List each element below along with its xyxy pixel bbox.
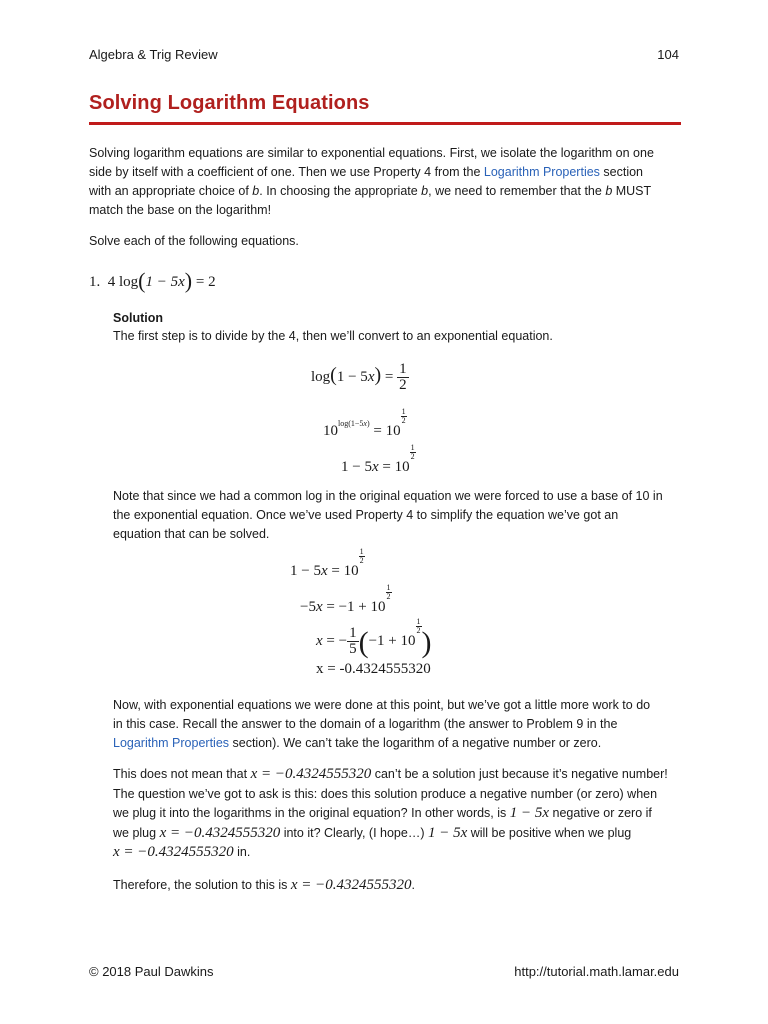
- intro-line-3: with an appropriate choice of b. In choosing the appropriate b, we need to remember that the b MUST: [89, 184, 652, 198]
- equation-result: x = -0.4324555320: [316, 661, 431, 677]
- book-title: Algebra & Trig Review: [89, 47, 218, 62]
- domain-paragraph: Now, with exponential equations we were done at this point, but we’ve got a little more work to do in this case. Recall the answer to the domain of a logarithm (the answer to Problem 9 in the Logarithm Properties section). We can’t take the logarithm of a negative number or zero.: [113, 698, 651, 750]
- problem-eq-left: 4 log: [107, 274, 139, 290]
- check-paragraph: This does not mean that x = −0.4324555320 can’t be a solution just because it’s negative number! The question we’ve got to ask is this: does this solution produce a negative number (or zero) when we plug it into the logarithms in the original equation? In other words, is 1 − 5x negative or zero if we plug x = −0.4324555320 into it? Clearly, (I hope…) 1 − 5x will be positive when we plug x = −0.4324555320 in.: [113, 766, 668, 860]
- logarithm-properties-link-2[interactable]: Logarithm Properties: [113, 736, 230, 750]
- problem-eq-inner: 1 − 5x: [145, 274, 185, 290]
- solution-step-text: The first step is to divide by the 4, then we’ll convert to an exponential equation.: [113, 329, 553, 343]
- equation-4: 1 − 5x = 10 $\frac{1}{2}$: [290, 547, 364, 579]
- note-paragraph: Note that since we had a common log in the original equation we were forced to use a base of 10 in the exponential equation. Once we’ve used Property 4 to simplify the equation we’ve got an equation that can be solved.: [113, 489, 663, 541]
- problem-eq-right: = 2: [195, 274, 216, 290]
- footer-url[interactable]: http://tutorial.math.lamar.edu: [514, 964, 679, 979]
- equation-6: x = − $\frac{1}{5}$ (−1 + 10 $\frac{1}{2}$ ): [316, 617, 432, 659]
- equation-3: 1 − 5x = 10 $\frac{1}{2}$: [341, 443, 415, 475]
- footer-copyright: © 2018 Paul Dawkins: [89, 964, 214, 979]
- final-answer: Therefore, the solution to this is x = −0.4324555320.: [113, 877, 416, 893]
- logarithm-properties-link[interactable]: Logarithm Properties: [483, 165, 600, 179]
- problem-1: 1. 4 log(1 − 5x) = 2: [89, 268, 216, 293]
- intro-line-1: Solving logarithm equations are similar to exponential equations. First, we isolate the logarithm on one: [89, 146, 654, 160]
- equation-1: log(1 − 5x) = $\frac{1}{2}$: [311, 361, 407, 393]
- section-title: Solving Logarithm Equations: [89, 92, 370, 114]
- equation-5: −5x = −1 + 10 $\frac{1}{2}$: [300, 583, 391, 615]
- intro-paragraph: [89, 144, 689, 220]
- intro-line-4: match the base on the logarithm!: [89, 203, 272, 217]
- page-number: 104: [657, 47, 679, 62]
- equation-2: $10^{log(1-5x)} = 10$ $\frac{1}{2}$: [323, 407, 406, 439]
- title-rule: [89, 122, 681, 125]
- instruction-text: Solve each of the following equations.: [89, 234, 299, 248]
- problem-number: 1.: [89, 274, 101, 290]
- intro-line-2: side by itself with a coefficient of one. Then we use Property 4 from the Logarithm Properties section: [89, 165, 644, 179]
- solution-heading: Solution: [113, 311, 163, 325]
